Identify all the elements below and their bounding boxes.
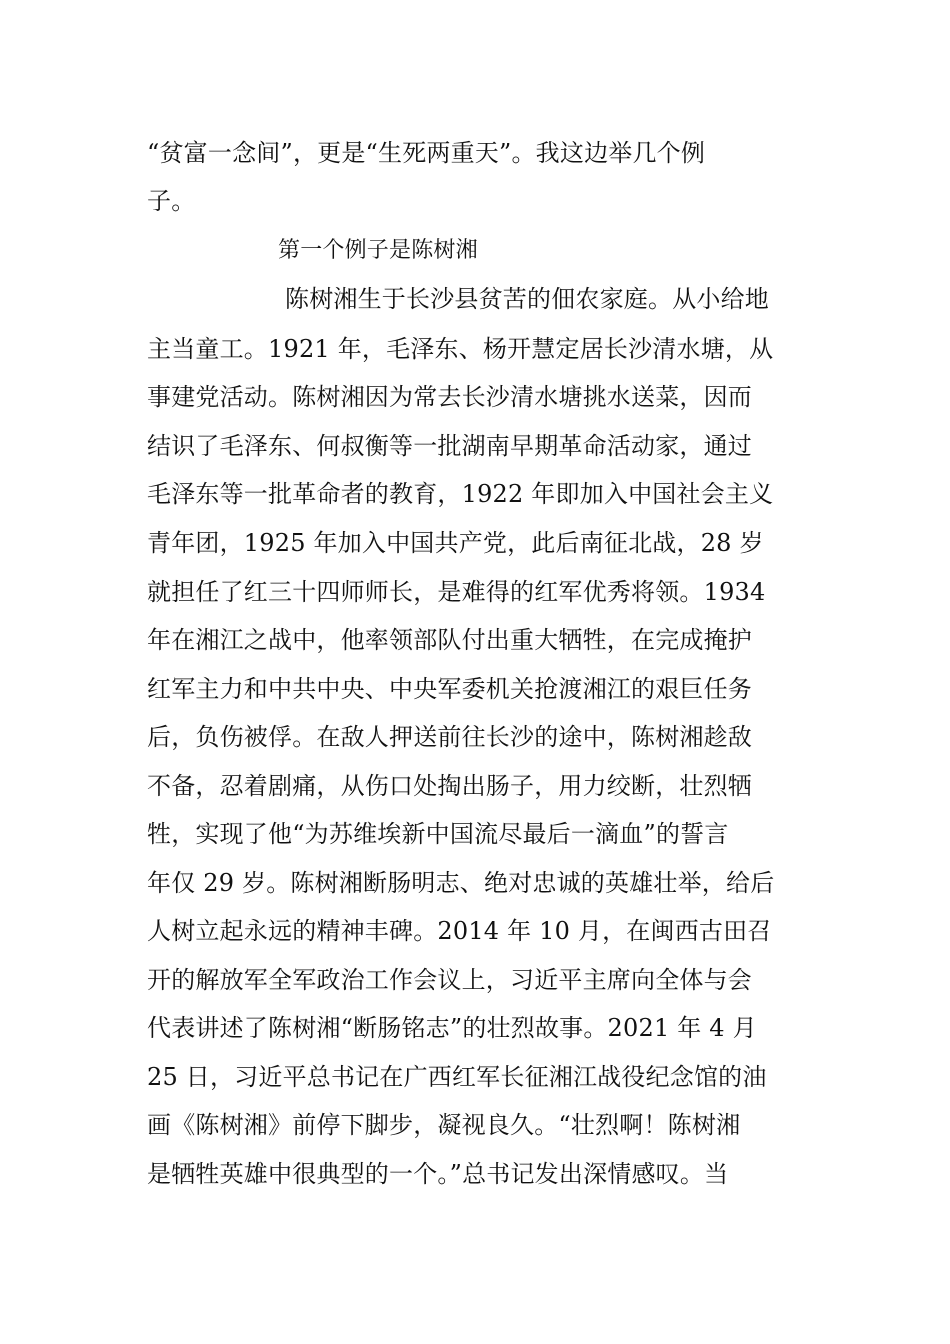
- section-heading: 第一个例子是陈树湘: [278, 238, 478, 263]
- paragraph-line-6: 青年团，1925 年加入中国共产党，此后南征北战，28 岁: [147, 529, 764, 557]
- paragraph-line-9: 红军主力和中共中央、中央军委机关抢渡湘江的艰巨任务: [147, 675, 752, 703]
- paragraph-line-15: 开的解放军全军政治工作会议上，习近平主席向全体与会: [147, 966, 752, 994]
- paragraph-line-19: 是牺牲英雄中很典型的一个。”总书记发出深情感叹。当: [147, 1160, 729, 1188]
- paragraph-line-17: 25 日，习近平总书记在广西红军长征湘江战役纪念馆的油: [147, 1063, 767, 1091]
- intro-line-1: “贫富一念间”，更是“生死两重天”。我这边举几个例: [147, 139, 706, 167]
- paragraph-line-16: 代表讲述了陈树湘“断肠铭志”的壮烈故事。2021 年 4 月: [147, 1014, 757, 1042]
- paragraph-line-7: 就担任了红三十四师师长，是难得的红军优秀将领。1934: [147, 578, 766, 606]
- paragraph-line-14: 人树立起永远的精神丰碑。2014 年 10 月，在闽西古田召: [147, 917, 772, 945]
- intro-line-2: 子。: [147, 187, 196, 215]
- paragraph-line-13: 年仅 29 岁。陈树湘断肠明志、绝对忠诚的英雄壮举，给后: [147, 869, 775, 897]
- paragraph-line-8: 年在湘江之战中，他率领部队付出重大牺牲，在完成掩护: [147, 626, 752, 654]
- paragraph-line-18: 画《陈树湘》前停下脚步，凝视良久。“壮烈啊！陈树湘: [147, 1111, 741, 1139]
- paragraph-line-10: 后，负伤被俘。在敌人押送前往长沙的途中，陈树湘趁敌: [147, 723, 752, 751]
- paragraph-line-1: 陈树湘生于长沙县贫苦的佃农家庭。从小给地: [285, 285, 769, 313]
- paragraph-line-11: 不备，忍着剧痛，从伤口处掏出肠子，用力绞断，壮烈牺: [147, 772, 752, 800]
- paragraph-line-5: 毛泽东等一批革命者的教育，1922 年即加入中国社会主义: [147, 480, 774, 508]
- paragraph-line-3: 事建党活动。陈树湘因为常去长沙清水塘挑水送菜，因而: [147, 383, 752, 411]
- paragraph-line-2: 主当童工。1921 年，毛泽东、杨开慧定居长沙清水塘，从: [147, 335, 774, 363]
- paragraph-line-12: 牲，实现了他“为苏维埃新中国流尽最后一滴血”的誓言: [147, 820, 729, 848]
- paragraph-line-4: 结识了毛泽东、何叔衡等一批湖南早期革命活动家，通过: [147, 432, 752, 460]
